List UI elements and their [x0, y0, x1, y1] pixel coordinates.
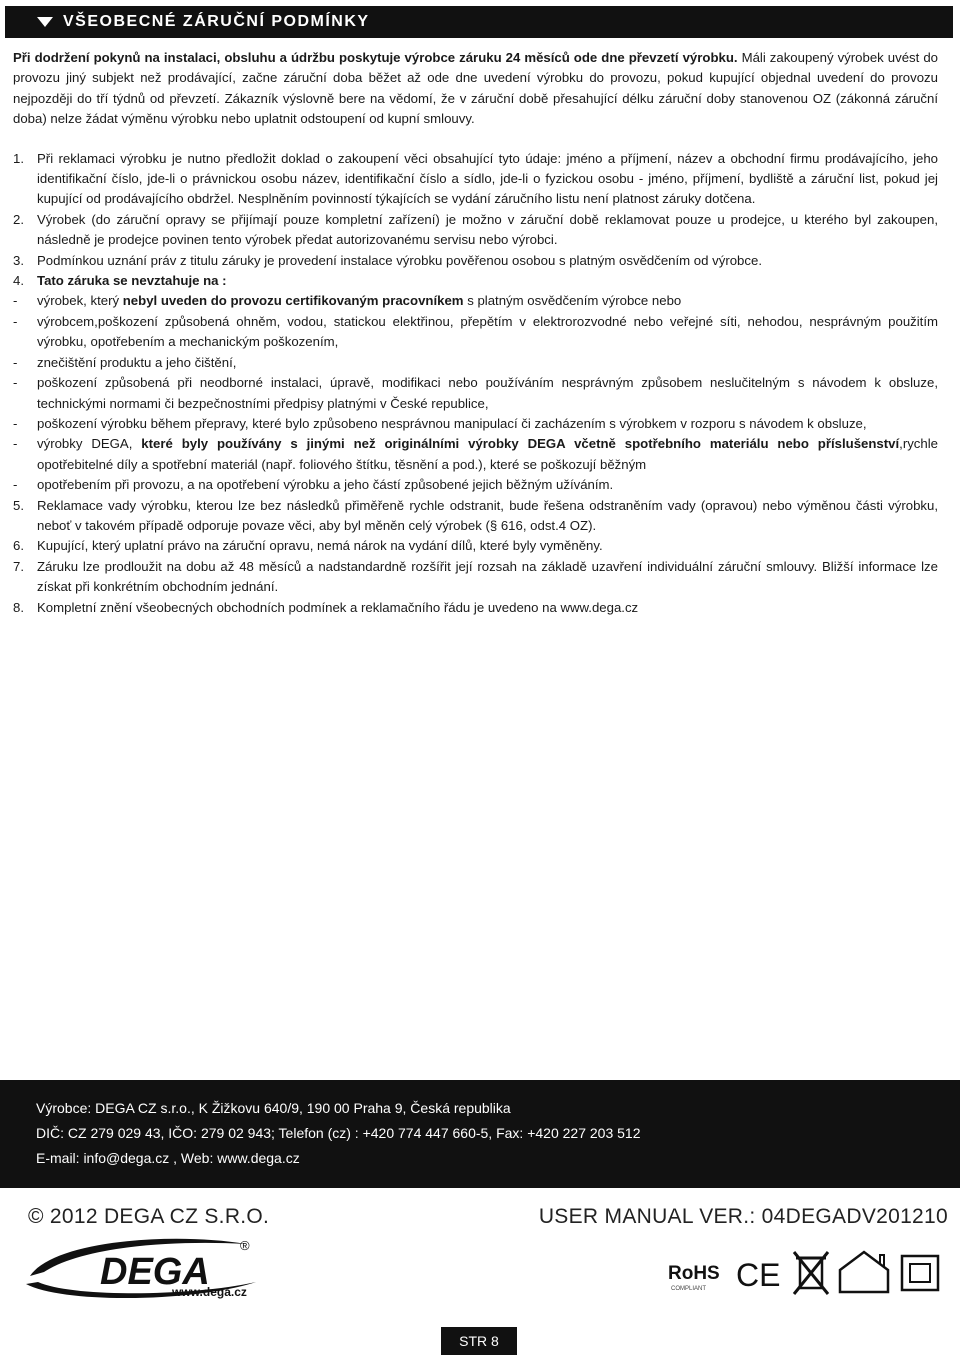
intro-bold: Při dodržení pokynů na instalaci, obsluhu a údržbu poskytuje výrobce záruku 24 měsíců ode dne převzetí výrobku. — [13, 50, 738, 65]
dash-item: - výrobcem,poškození způsobená ohněm, vodou, statickou elektřinou, přepětím v elektrorozvodné nebo veřejné síti, nehodou, nesprávným použitím výrobku, opotřebením a mechanickým poškozením, — [13, 313, 938, 350]
ce-mark: CE — [736, 1257, 781, 1293]
dash-item: - znečištění produktu a jeho čištění, — [13, 354, 237, 370]
section-header — [5, 6, 953, 38]
list-item: 7. Záruku lze prodloužit na dobu až 48 měsíců a nadstandardně rozšířit její rozsah na základě uzavření individuální záruční smlouvy. Bližší informace lze získat při konkrétním obchodním jednání. — [13, 558, 938, 595]
double-insulation-icon — [902, 1256, 938, 1290]
warranty-text — [13, 48, 938, 618]
list-item: 1. Při reklamaci výrobku je nutno předložit doklad o zakoupení věci obsahující tyto údaje: jméno a příjmení, název a obchodní firmu prodávajícího, jeho identifikační číslo, jde-li o právnickou osobu název, identifikační číslo a sídlo, jde-li o fyzickou osobu - jméno, příjmení, bydliště a záruční list, pokud jej kupující od prodávajícího obdržel. Nesplněním povinností týkajících se vydání záručního listu není platnost záruky dotčena. — [13, 150, 938, 207]
rohs-sub: COMPLIANT — [671, 1286, 707, 1292]
triangle-down-icon — [37, 17, 53, 27]
dash-item: - poškození výrobku během přepravy, které bylo způsobeno nesprávnou manipulací či zacházením s výrobkem v rozporu s návodem k obsluze, — [13, 415, 867, 431]
weee-bin-icon — [794, 1252, 828, 1294]
logo-name: DEGA — [100, 1251, 210, 1293]
dash-item: - opotřebením při provozu, a na opotřebení výrobku a jeho částí způsobené jejich běžným užíváním. — [13, 477, 614, 493]
section-title: VŠEOBECNÉ ZÁRUČNÍ PODMÍNKY — [63, 13, 370, 30]
rohs-label: RoHS — [668, 1263, 720, 1284]
manufacturer-ids: DIČ: CZ 279 029 43, IČO: 279 02 943; Telefon (cz) : +420 774 447 660-5, Fax: +420 227 203 512 — [36, 1125, 641, 1141]
dega-logo — [24, 1232, 264, 1304]
certification-marks — [666, 1248, 950, 1298]
page-number: STR 8 — [441, 1327, 517, 1355]
logo-url: www.dega.cz — [172, 1285, 247, 1299]
dash-item: - výrobek, který nebyl uveden do provozu certifikovaným pracovníkem s platným osvědčením výrobce nebo — [13, 293, 682, 309]
registered-mark: ® — [240, 1238, 250, 1253]
list-item: 5. Reklamace vady výrobku, kterou lze bez následků přiměřeně rychle odstranit, bude řešena odstraněním vady (opravou) nebo výměnou části výrobku, neboť v takovém případě odporuje povaze věci, aby byl měněn celý výrobek (§ 616, odst.4 OZ). — [13, 497, 938, 533]
manufacturer-footer — [0, 1080, 960, 1188]
manual-version: USER MANUAL VER.: 04DEGADV201210 — [538, 1205, 948, 1228]
list-item: 3. Podmínkou uznání práv z titulu záruky je provedení instalace výrobku pověřenou osobou s platným osvědčením od výrobce. — [13, 252, 762, 268]
list-item: 8. Kompletní znění všeobecných obchodních podmínek a reklamačního řádu je uvedeno na www.dega.cz — [13, 599, 639, 615]
house-icon — [840, 1252, 888, 1292]
dash-item: - výrobky DEGA, které byly používány s jinými než originálními výrobky DEGA včetně spotřebního materiálu nebo příslušenství,rychle opotřebitelné díly a spotřební materiál (např. foliového štítku, těsnění a pod.), které se poškozují běžným — [13, 436, 938, 472]
list-item: 2. Výrobek (do záruční opravy se přijímají pouze kompletní zařízení) je možno v záruční době reklamovat pouze u prodejce, u kterého byl zakoupen, následně je prodejce povinen tento výrobek předat autorizovanému servisu nebo výrobci. — [13, 211, 938, 248]
manufacturer-contact: E-mail: info@dega.cz , Web: www.dega.cz — [36, 1150, 300, 1166]
manufacturer-address: Výrobce: DEGA CZ s.r.o., K Žižkovu 640/9, 190 00 Praha 9, Česká republika — [36, 1100, 511, 1116]
intro-paragraph — [13, 48, 938, 130]
intro-text: Máli zakoupený výrobek uvést do provozu jiný subjekt než prodávající, začne záruční doba běžet až ode dne uvedení výrobku do provozu, pokud kupující objednal uvedení do provozu nejpozději do tří týdnů od převzetí. Zákazník výslovně bere na vědomí, že v záruční době přesahující délku záruční doby stanovenou OZ (zákonná záruční doba) nelze žádat výměnu výrobku nebo uplatnit odstoupení od kupní smlouvy. — [13, 50, 938, 127]
list-item: 4. Tato záruka se nevztahuje na : — [13, 273, 227, 289]
copyright-text: © 2012 DEGA CZ S.R.O. — [28, 1205, 270, 1228]
dash-item: - poškození způsobená při neodborné instalaci, úpravě, modifikaci nebo používáním nesprávným způsobem neslučitelným s návodem k obsluze, technickými normami či bezpečnostními předpisy platnými v České republice, — [13, 375, 938, 411]
rohs-mark — [668, 1263, 720, 1292]
list-item: 6. Kupující, který uplatní právo na záruční opravu, nemá nárok na vydání dílů, které byly vyměněny. — [13, 538, 603, 554]
